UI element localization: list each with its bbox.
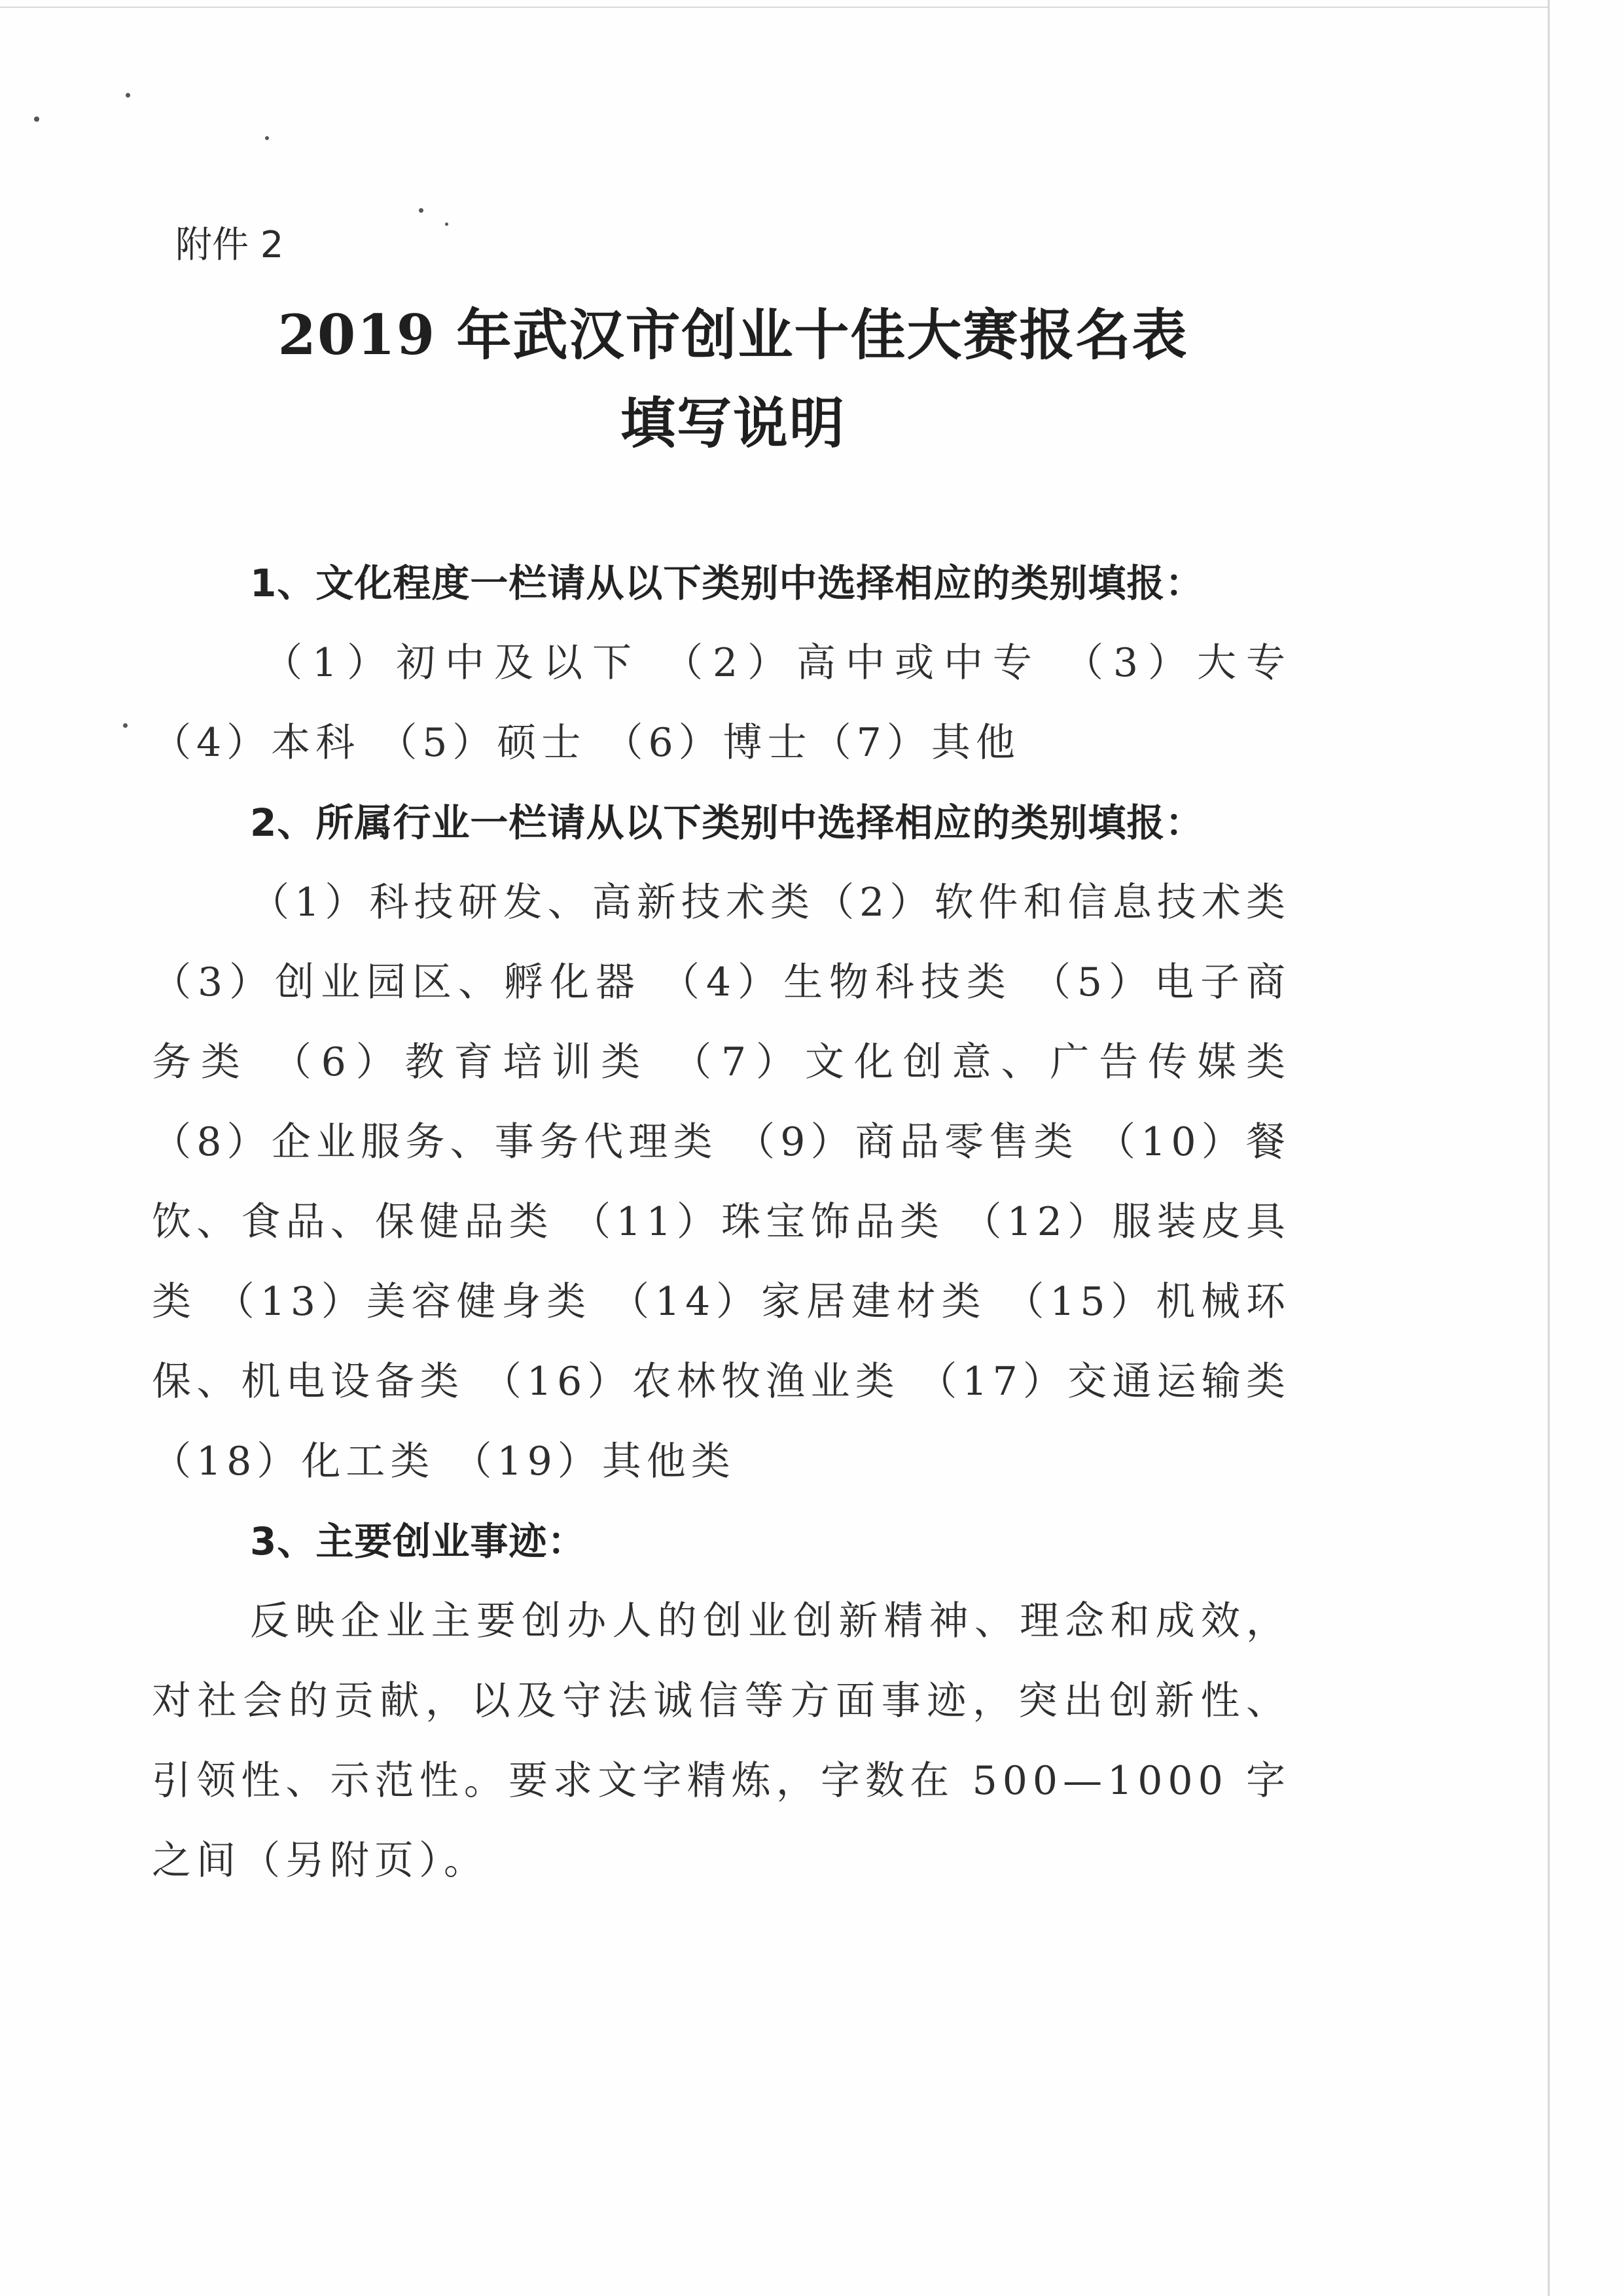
scan-speck [123,723,128,728]
scan-speck [265,136,269,140]
scan-speck [445,223,448,226]
section-1-body: （1）初中及以下 （2）高中或中专 （3）大专 （4）本科 （5）硕士 （6）博士（7）其他 [152,640,1291,766]
document-title: 2019 年武汉市创业十佳大赛报名表 [277,302,1188,367]
section-3-body: 反映企业主要创办人的创业创新精神、理念和成效，对社会的贡献，以及守法诚信等方面事迹，突出创新性、引领性、示范性。要求文字精炼，字数在 500—1000 字之间（另附页）。 [152,1598,1291,1884]
scan-speck [34,117,39,122]
page-top-edge [0,0,1550,8]
section-1-heading: 1、文化程度一栏请从以下类别中选择相应的类别填报： [250,561,1204,605]
attachment-label: 附件 2 [175,224,284,266]
section-3-heading: 3、主要创业事迹： [250,1519,586,1564]
section-2-heading: 2、所属行业一栏请从以下类别中选择相应的类别填报： [250,800,1204,845]
scan-speck [126,93,130,98]
page-right-edge [1548,0,1550,2296]
section-2-body: （1）科技研发、高新技术类（2）软件和信息技术类（3）创业园区、孵化器 （4）生物科技类 （5）电子商务类 （6）教育培训类 （7）文化创意、广告传媒类 （8）企业服务、事务代理类 （9）商品零售类 （10）餐饮、食品、保健品类 （11）珠宝饰品类 （12）服装皮具类 （13）美容健身类 （14）家居建材类 （15）机械环保、机电设备类 （16）农林牧渔业类 （17）交通运输类 （18）化工类 （19）其他类 [152,880,1291,1484]
scan-speck [419,208,423,213]
document-subtitle: 填写说明 [620,391,846,456]
instructions-body [152,543,1291,1901]
